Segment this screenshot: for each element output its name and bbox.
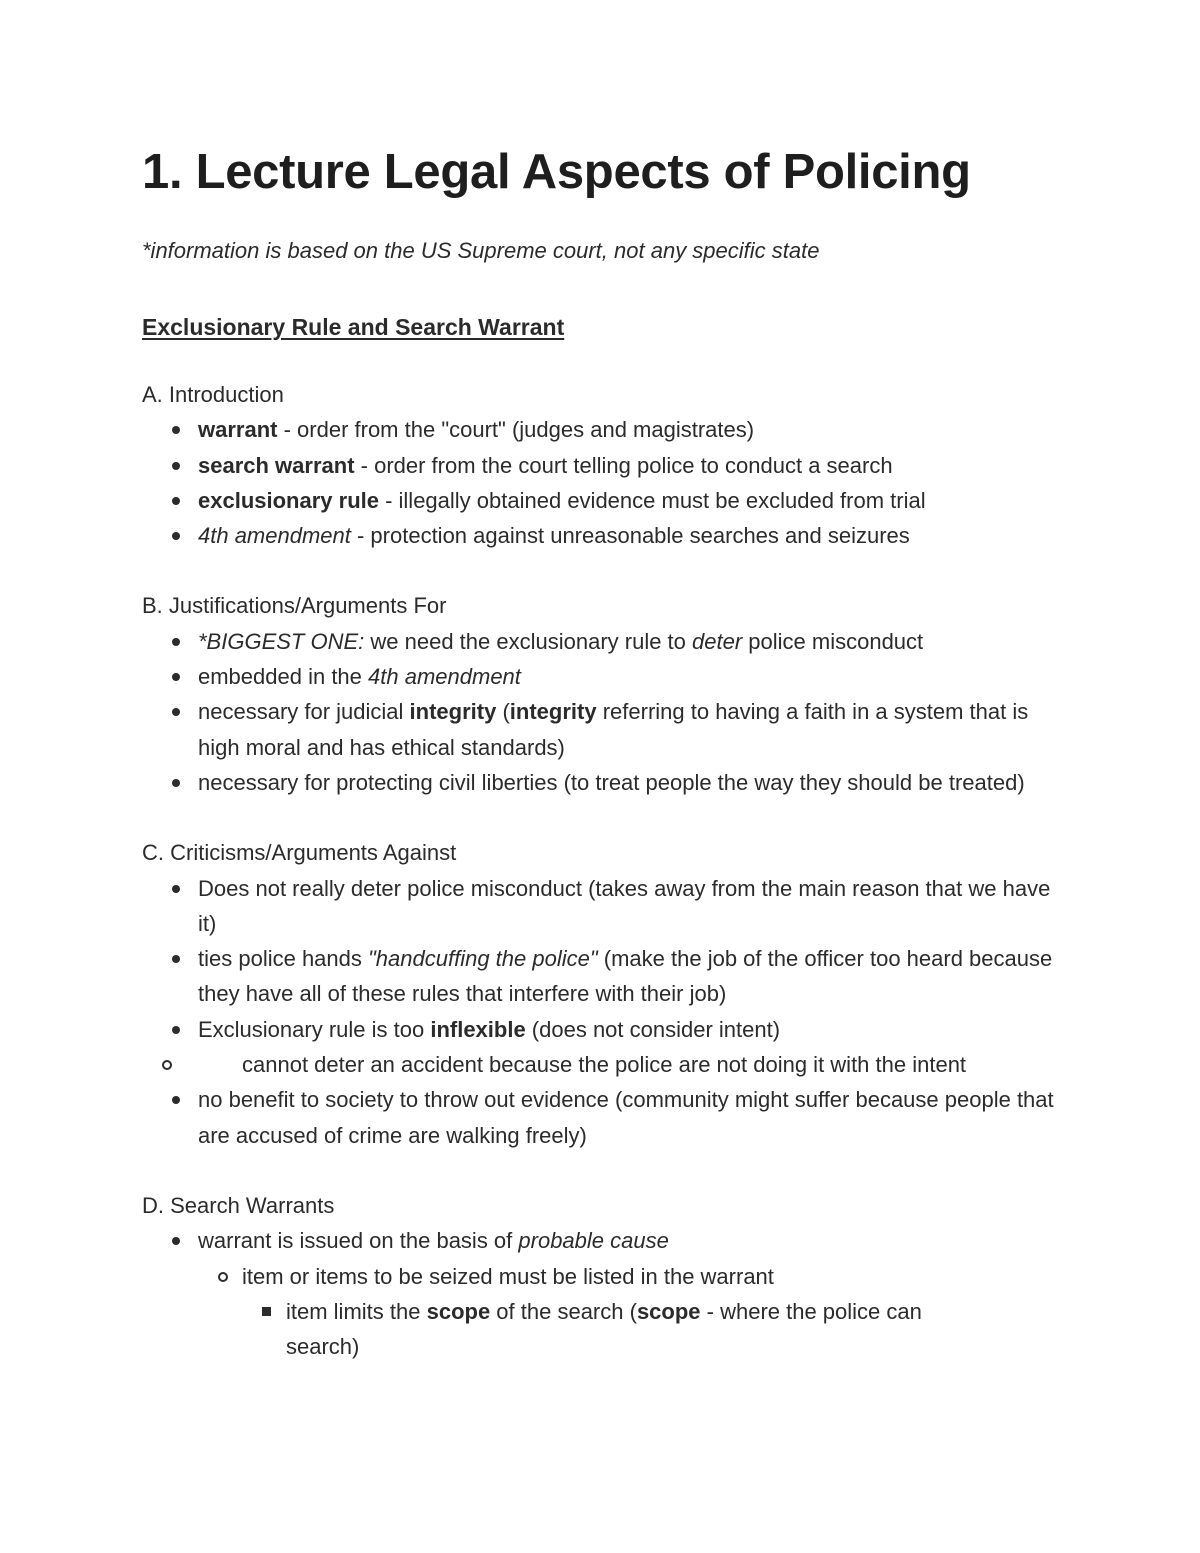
- text: embedded in the: [198, 664, 369, 690]
- section-search-warrants: [142, 1188, 1200, 1364]
- term: search warrant: [198, 452, 355, 478]
- emphasis: *BIGGEST ONE:: [198, 628, 365, 654]
- definition: - protection against unreasonable searches and seizures: [350, 523, 910, 549]
- term: scope: [426, 1298, 491, 1324]
- list-item: [142, 871, 1058, 942]
- text: ties police hands: [198, 946, 368, 972]
- list-item: [142, 765, 1058, 800]
- section-justifications: [142, 588, 1200, 800]
- term: scope: [636, 1298, 701, 1324]
- list-item: [142, 1012, 1058, 1083]
- text: necessary for judicial: [198, 699, 410, 725]
- list-item: [142, 483, 1058, 518]
- sub-bullet-list: [198, 1047, 1058, 1082]
- sub-sub-list-item: [242, 1294, 986, 1365]
- sub-list-item: [198, 1259, 1058, 1365]
- bullet-list: [142, 1223, 1200, 1364]
- bullet-list: [142, 871, 1200, 1153]
- definition: - illegally obtained evidence must be excluded from trial: [378, 487, 926, 513]
- section-criticisms: [142, 835, 1200, 1153]
- list-item: [142, 448, 1058, 483]
- text: (does not consider intent): [525, 1016, 781, 1042]
- sub-sub-bullet-list: [242, 1294, 1058, 1365]
- text: Exclusionary rule is too: [198, 1016, 431, 1042]
- disclaimer-note: *information is based on the US Supreme court, not any specific state: [142, 238, 820, 263]
- term: integrity: [509, 699, 597, 725]
- text: warrant is issued on the basis of: [198, 1228, 519, 1254]
- list-item: [142, 941, 1058, 1012]
- text: police misconduct: [742, 628, 924, 654]
- list-item: [142, 412, 1058, 447]
- text: - where the police can search): [286, 1298, 922, 1360]
- term: 4th amendment: [198, 523, 351, 549]
- section-heading: D. Search Warrants: [142, 1192, 335, 1218]
- list-item: [142, 694, 1058, 765]
- section-introduction: [142, 377, 1200, 553]
- bullet-list: [142, 624, 1200, 800]
- list-item: [142, 624, 1058, 659]
- text: of the search (: [490, 1298, 637, 1324]
- term: inflexible: [430, 1016, 526, 1042]
- text: (make the job of the officer too heard because they have all of these rules that interfere with their job): [198, 946, 1053, 1007]
- text: no benefit to society to throw out evidence (community might suffer because people that are accused of crime are walking freely): [198, 1087, 1054, 1148]
- list-item: [142, 1082, 1058, 1153]
- list-item: [142, 518, 1058, 553]
- section-heading: B. Justifications/Arguments For: [142, 593, 447, 619]
- text: item or items to be seized must be listed in the warrant: [242, 1263, 774, 1289]
- definition: - order from the "court" (judges and magistrates): [277, 417, 755, 443]
- emphasis: probable cause: [518, 1228, 669, 1254]
- term: warrant: [198, 417, 278, 443]
- text: item limits the: [286, 1298, 427, 1324]
- sub-list-item: cannot deter an accident because the police are not doing it with the intent: [142, 1047, 1058, 1082]
- term: exclusionary rule: [198, 487, 379, 513]
- emphasis: "handcuffing the police": [368, 946, 598, 972]
- section-title: Exclusionary Rule and Search Warrant: [142, 314, 565, 340]
- sub-bullet-list: [198, 1259, 1058, 1365]
- list-item: [142, 659, 1058, 694]
- section-heading: C. Criticisms/Arguments Against: [142, 840, 457, 866]
- text: we need the exclusionary rule to: [364, 628, 693, 654]
- page-title: 1. Lecture Legal Aspects of Policing: [142, 145, 971, 199]
- bullet-list: [142, 412, 1200, 553]
- text: (: [496, 699, 510, 725]
- text: Does not really deter police misconduct (takes away from the main reason that we have it): [198, 875, 1051, 936]
- text: referring to having a faith in a system that is high moral and has ethical standards): [198, 699, 1029, 760]
- term: integrity: [409, 699, 497, 725]
- emphasis: 4th amendment: [368, 664, 521, 690]
- list-item: [142, 1223, 1058, 1364]
- text: necessary for protecting civil liberties (to treat people the way they should be treated): [198, 769, 1025, 795]
- section-heading: A. Introduction: [142, 382, 284, 407]
- emphasis: deter: [692, 628, 743, 654]
- definition: - order from the court telling police to conduct a search: [354, 452, 893, 478]
